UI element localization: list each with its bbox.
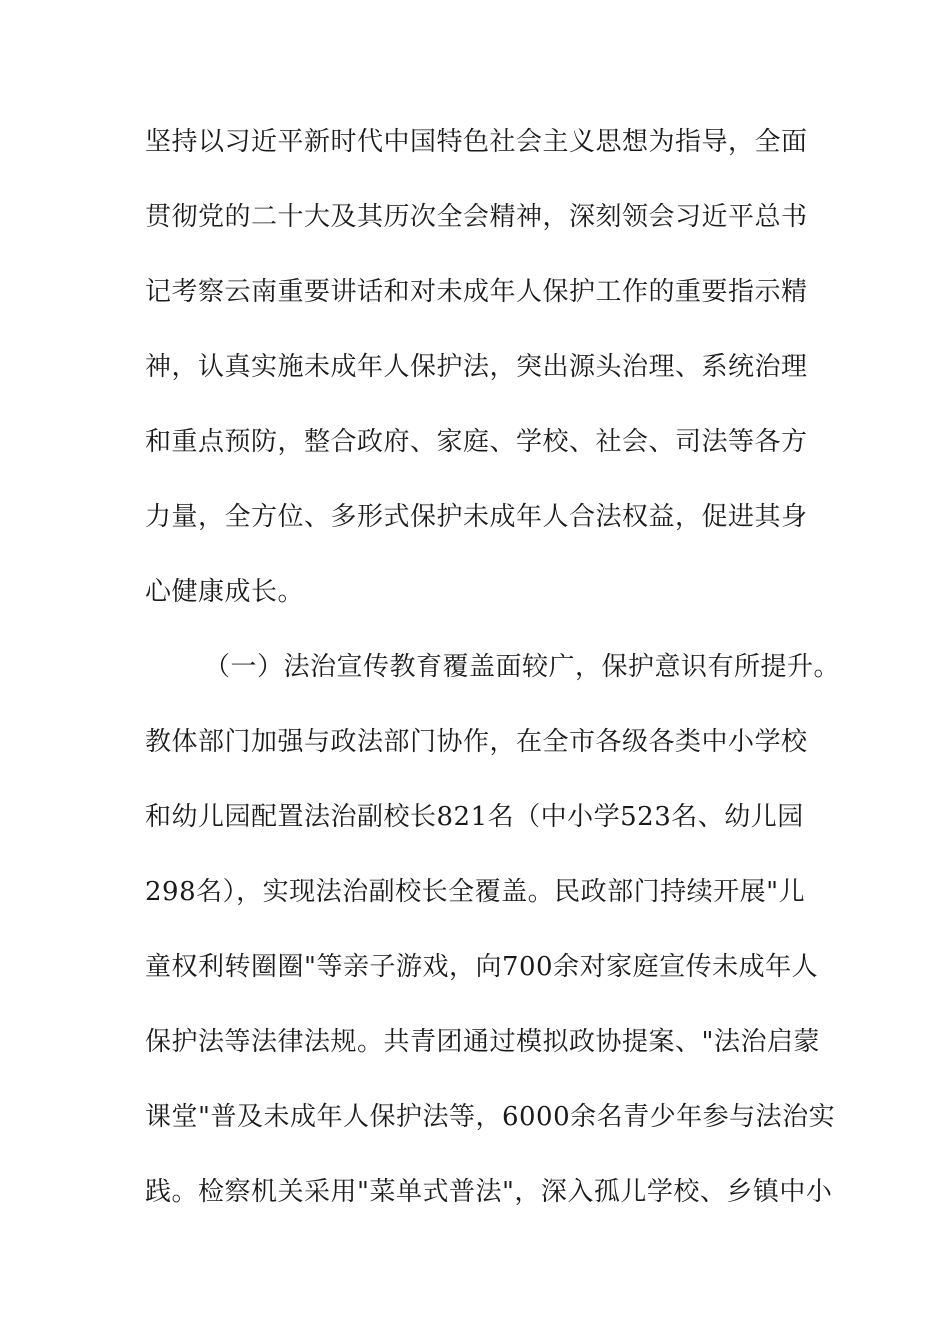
- section-heading: （一）法治宣传教育覆盖面较广，保护意识有所提升。: [204, 652, 841, 682]
- paragraph-line: 298名），实现法治副校长全覆盖。民政部门持续开展"儿: [145, 877, 806, 907]
- paragraph-line: 童权利转圈圈"等亲子游戏，向700余对家庭宣传未成年人: [145, 952, 819, 982]
- paragraph-line: 贯彻党的二十大及其历次全会精神，深刻领会习近平总书: [145, 202, 808, 232]
- paragraph-line: 记考察云南重要讲话和对未成年人保护工作的重要指示精: [145, 277, 808, 307]
- paragraph-line: 力量，全方位、多形式保护未成年人合法权益，促进其身: [145, 502, 808, 532]
- paragraph-line: 和幼儿园配置法治副校长821名（中小学523名、幼儿园: [145, 802, 804, 832]
- paragraph-line: 坚持以习近平新时代中国特色社会主义思想为指导，全面: [145, 127, 808, 157]
- paragraph-line: 神，认真实施未成年人保护法，突出源头治理、系统治理: [145, 352, 808, 382]
- paragraph-line: 课堂"普及未成年人保护法等，6000余名青少年参与法治实: [145, 1102, 836, 1132]
- paragraph-line: 保护法等法律法规。共青团通过模拟政协提案、"法治启蒙: [145, 1027, 820, 1057]
- paragraph-line: 心健康成长。: [145, 577, 305, 607]
- paragraph-line: 践。检察机关采用"菜单式普法"，深入孤儿学校、乡镇中小: [145, 1177, 833, 1207]
- paragraph-line: 教体部门加强与政法部门协作，在全市各级各类中小学校: [145, 727, 808, 757]
- paragraph-line: 和重点预防，整合政府、家庭、学校、社会、司法等各方: [145, 427, 808, 457]
